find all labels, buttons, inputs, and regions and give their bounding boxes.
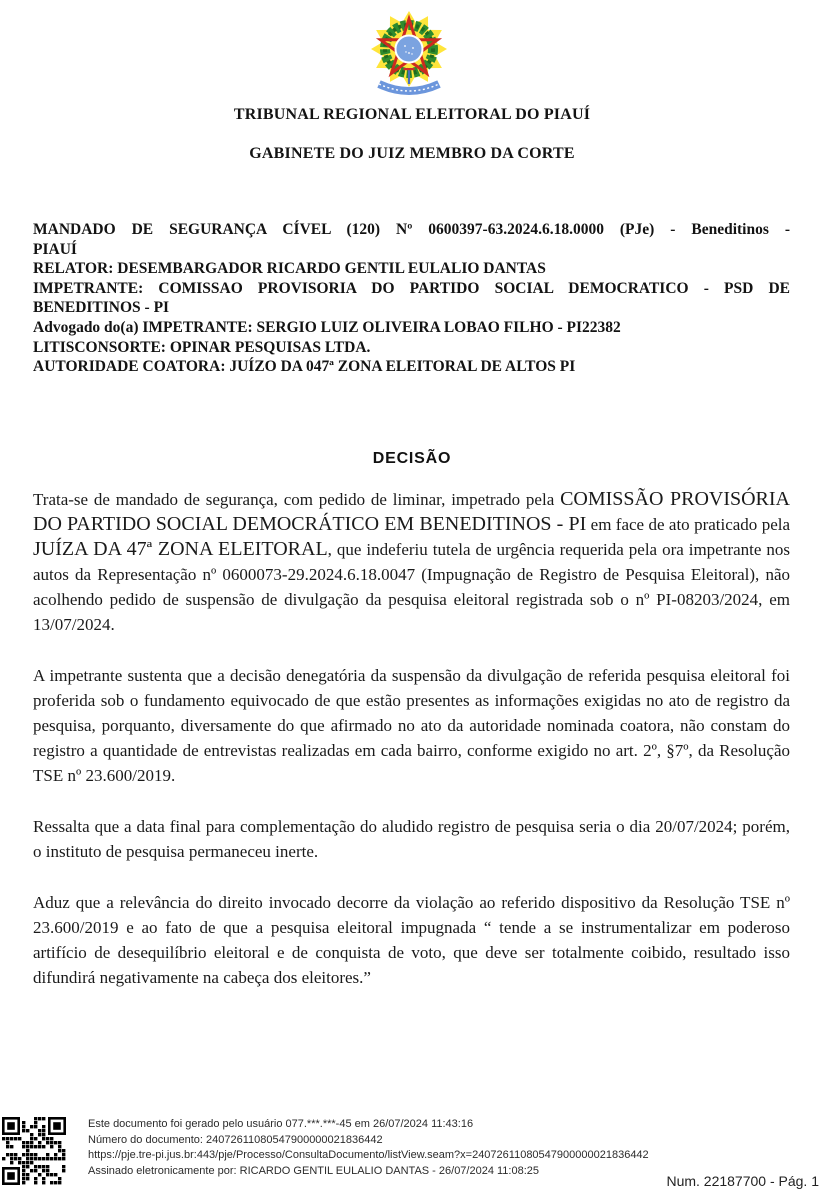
decision-paragraph: A impetrante sustenta que a decisão denegatória da suspensão da divulgação de referida pesquisa eleitoral foi proferida sob o fundamento equivocado de que estão presentes as informações exigidas no ato de registro da pesquisa, porquanto, diversamente do que afirmado no ato da autoridade nominada coatora, não constam do registro a quantidade de entrevistas realizadas em cada bairro, conforme exigido no art. 2º, §7º, da Resolução TSE nº 23.600/2019. xyxy=(33,666,790,785)
paragraph-segment: em face de ato praticado pela xyxy=(586,515,791,534)
qr-code xyxy=(1,1114,67,1190)
decision-paragraph: Aduz que a relevância do direito invocado decorre da violação ao referido dispositivo da Resolução TSE nº 23.600/2019 e ao fato de que a pesquisa eleitoral impugnada “ tende a se instrumentalizar em poderoso artifício de desequilíbrio eleitoral e de conquista de voto, que deve ser totalmente coibido, resultado isso difundirá negativamente na cabeça dos eleitores.” xyxy=(33,893,790,987)
qr-finder-top-right xyxy=(48,1117,66,1135)
footer-signature-line: Assinado eletronicamente por: RICARDO GENTIL EULALIO DANTAS - 26/07/2024 11:08:25 xyxy=(88,1164,540,1177)
case-header-line: Advogado do(a) IMPETRANTE: SERGIO LUIZ OLIVEIRA LOBAO FILHO - PI22382 xyxy=(33,318,621,336)
decision-body xyxy=(33,487,790,1016)
decision-paragraph xyxy=(33,487,790,637)
paragraph-segment: , que indeferiu tutela de urgência requerida pela ora impetrante nos autos da Representação nº 0600073-29.2024.6.18.0047 (Impugnação de Registro de Pesquisa Eleitoral), não acolhendo pedido de suspensão de divulgação da pesquisa eleitoral registrada sob o nº PI-08203/2024, em 13/07/2024. xyxy=(33,540,791,634)
qr-finder-top-left xyxy=(2,1117,20,1135)
decision-title: DECISÃO xyxy=(372,450,452,467)
paragraph-segment-emphasis: JUÍZA DA 47ª ZONA ELEITORAL xyxy=(33,538,328,560)
org-title: TRIBUNAL REGIONAL ELEITORAL DO PIAUÍ xyxy=(233,106,591,123)
case-header-line: LITISCONSORTE: OPINAR PESQUISAS LTDA. xyxy=(33,338,371,356)
case-header-line: PIAUÍ xyxy=(33,240,77,258)
paragraph-segment: Trata-se de mandado de segurança, com pedido de liminar, impetrado pela xyxy=(33,490,561,509)
qr-finder-bottom-left xyxy=(2,1167,20,1185)
footer-url-line: https://pje.tre-pi.jus.br:443/pje/Processo/ConsultaDocumento/listView.seam?x=24072611080547900000021836442 xyxy=(88,1149,649,1162)
case-header-line: IMPETRANTE: COMISSAO PROVISORIA DO PARTIDO SOCIAL DEMOCRATICO - PSD DE xyxy=(33,279,790,297)
footer-generated-line: Este documento foi gerado pelo usuário 077.***.***-45 em 26/07/2024 11:43:16 xyxy=(88,1118,474,1130)
paragraph-segment-emphasis: COMISSÃO PROVISÓRIA DO PARTIDO SOCIAL DEMOCRÁTICO EM BENEDITINOS - PI xyxy=(33,488,790,535)
org-subtitle: GABINETE DO JUIZ MEMBRO DA CORTE xyxy=(249,145,575,162)
brazil-coat-of-arms-icon xyxy=(369,8,449,100)
footer-document-number-line: Número do documento: 24072611080547900000021836442 xyxy=(88,1133,383,1146)
footer-metadata xyxy=(88,1117,738,1179)
decision-paragraph: Ressalta que a data final para complementação do aludido registro de pesquisa seria o dia 20/07/2024; porém, o instituto de pesquisa permaneceu inerte. xyxy=(33,817,790,861)
case-header-line: AUTORIDADE COATORA: JUÍZO DA 047ª ZONA ELEITORAL DE ALTOS PI xyxy=(33,358,576,376)
case-header-line: RELATOR: DESEMBARGADOR RICARDO GENTIL EULALIO DANTAS xyxy=(33,260,546,278)
case-header-block xyxy=(33,220,790,377)
case-header-line: MANDADO DE SEGURANÇA CÍVEL (120) Nº 0600397-63.2024.6.18.0000 (PJe) - Beneditinos - xyxy=(33,221,790,238)
case-header-line: BENEDITINOS - PI xyxy=(33,299,170,317)
page-number: Num. 22187700 - Pág. 1 xyxy=(666,1173,819,1189)
